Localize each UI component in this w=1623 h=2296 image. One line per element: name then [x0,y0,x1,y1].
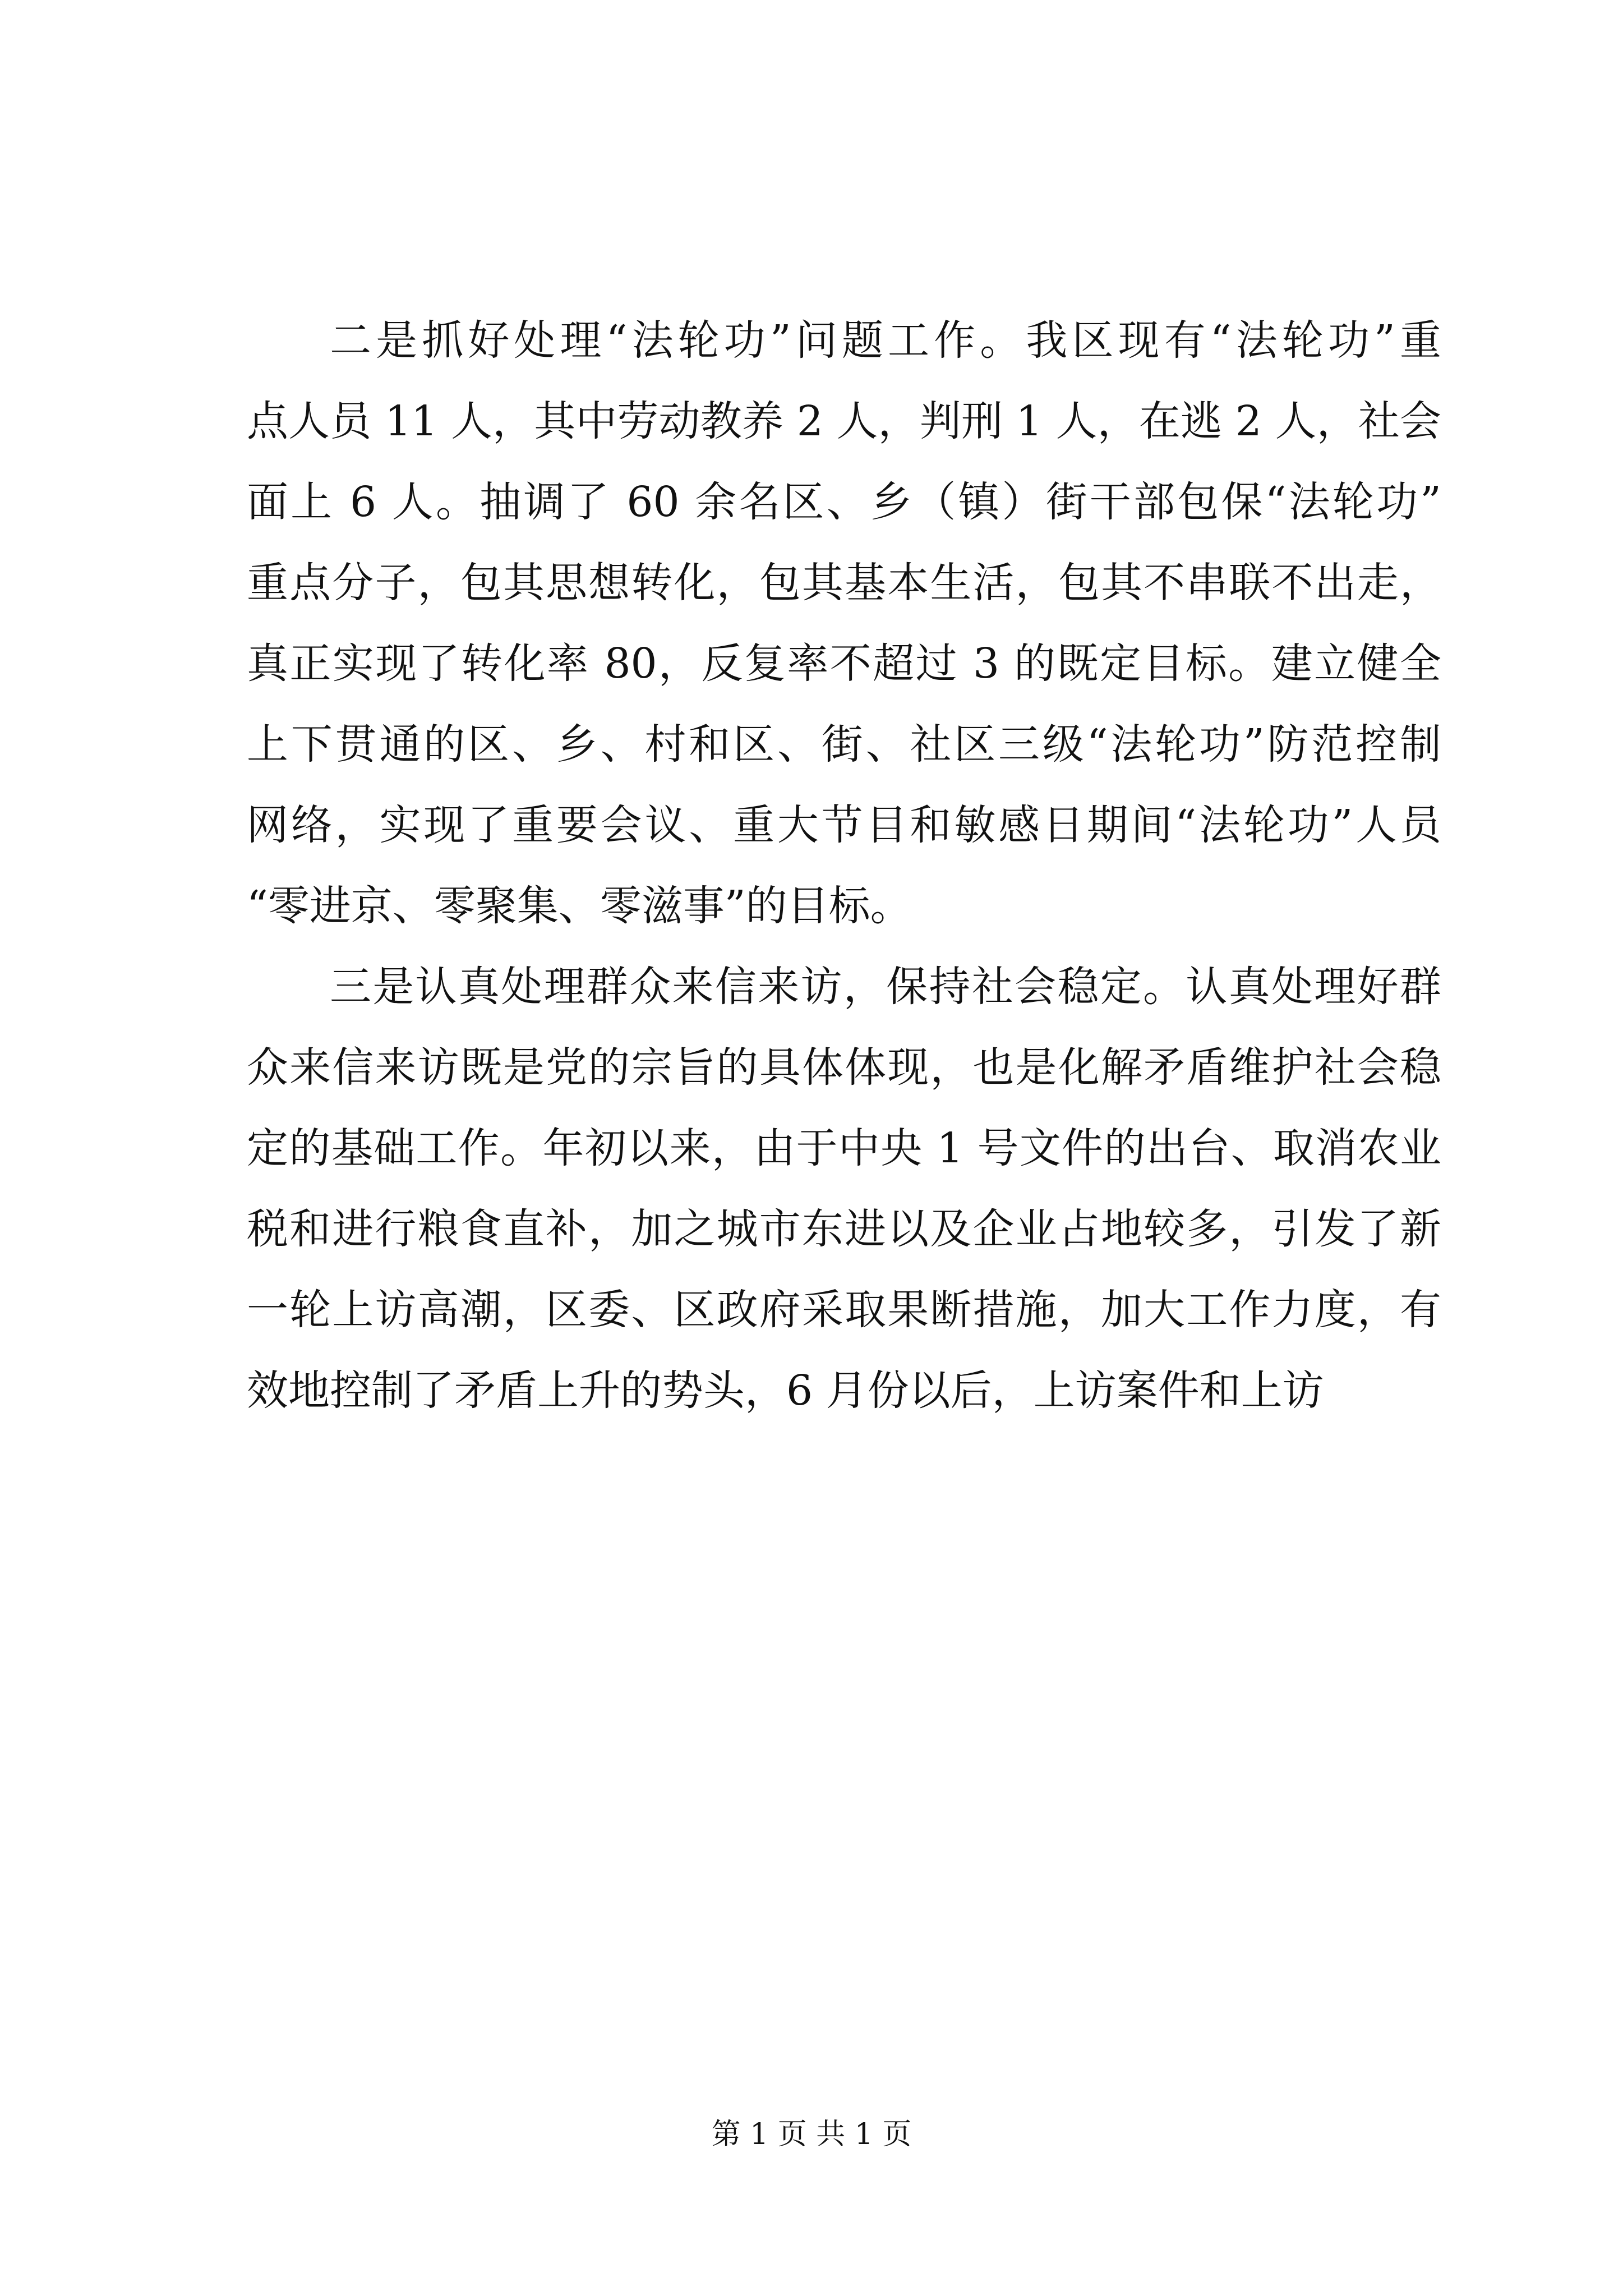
paragraph-3-line-5: 一轮上访高潮，区委、区政府采取果断措施，加大工作力度，有 [247,1286,1441,1334]
paragraph-2-line-8: “零进京、零聚集、零滋事”的目标。 [247,882,912,930]
page-number-footer: 第 1 页 共 1 页 [711,2118,912,2151]
document-body [247,300,1441,1431]
paragraph-2-line-1: 二是抓好处理“法轮功”问题工作。我区现有“法轮功”重 [330,316,1441,365]
paragraph-3-line-4: 税和进行粮食直补，加之城市东进以及企业占地较多，引发了新 [247,1205,1441,1253]
paragraph-3-line-1: 三是认真处理群众来信来访，保持社会稳定。认真处理好群 [330,963,1441,1011]
paragraph-2-line-3: 面上 6 人。抽调了 60 余名区、乡（镇）街干部包保“法轮功” [247,478,1441,526]
paragraph-3-line-6: 效地控制了矛盾上升的势头，6 月份以后，上访案件和上访 [247,1366,1324,1415]
paragraph-2-line-7: 网络，实现了重要会议、重大节目和敏感日期间“法轮功”人员 [247,801,1441,849]
paragraph-3-line-2: 众来信来访既是党的宗旨的具体体现，也是化解矛盾维护社会稳 [247,1043,1441,1092]
paragraph-2-line-4: 重点分子，包其思想转化，包其基本生活，包其不串联不出走， [247,559,1441,607]
paragraph-3-line-3: 定的基础工作。年初以来，由于中央 1 号文件的出台、取消农业 [247,1124,1441,1172]
paragraph-2-line-6: 上下贯通的区、乡、村和区、街、社区三级“法轮功”防范控制 [247,720,1441,769]
paragraph-2-line-2: 点人员 11 人，其中劳动教养 2 人，判刑 1 人，在逃 2 人，社会 [247,397,1441,445]
paragraph-2-line-5: 真正实现了转化率 80，反复率不超过 3 的既定目标。建立健全 [247,639,1441,688]
